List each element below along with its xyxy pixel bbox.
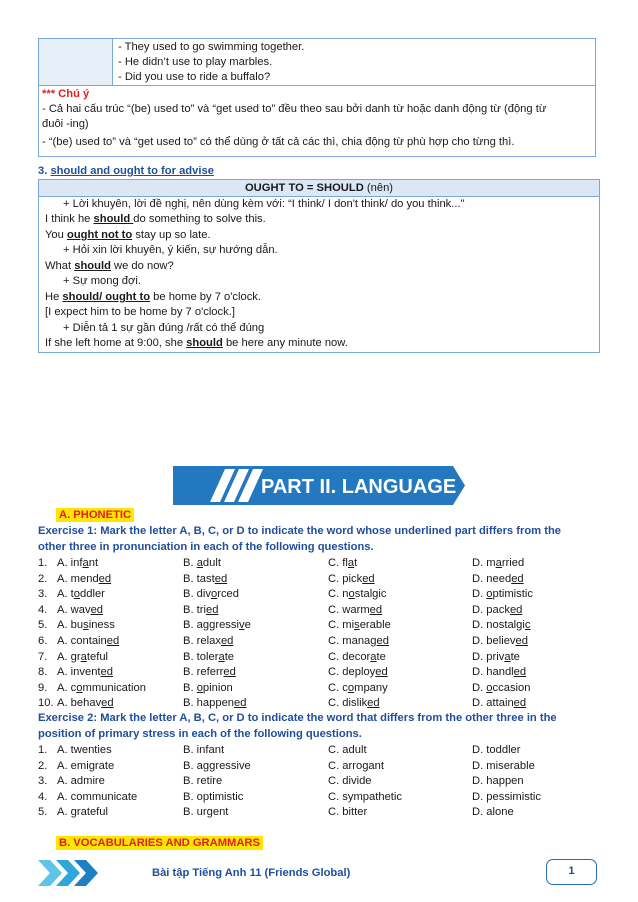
rule-line: + Hỏi xin lời khuyên, ý kiến, sự hướng dẫn. (63, 244, 278, 256)
question-row (38, 572, 598, 587)
note-title: *** Chú ý (42, 88, 90, 100)
example-line: He should/ ought to be home by 7 o'clock. (45, 291, 262, 303)
question-row (38, 696, 598, 711)
phonetic-heading: A. PHONETIC (56, 508, 134, 522)
option-a[interactable]: A. contained (57, 635, 120, 647)
option-c[interactable]: C. deployed (328, 666, 388, 679)
note-line: - Cả hai cấu trúc “(be) used to” và “get used to” đều theo sau bởi danh từ hoặc danh động từ (động từ (42, 103, 547, 115)
option-c[interactable]: C. arrogant (328, 759, 384, 772)
question-number: 2. (38, 572, 48, 585)
option-b[interactable]: B. adult (183, 557, 221, 569)
example-line: - They used to go swimming together. (118, 41, 305, 53)
rule-line: + Sự mong đợi. (63, 275, 141, 287)
question-row (38, 805, 598, 820)
rule-line: + Diễn tả 1 sự gần đúng /rất có thể đúng (63, 322, 265, 334)
table-label-cell (39, 39, 113, 86)
section-title: should and ought to for advise (50, 165, 214, 177)
table-header-suffix: (nên) (366, 182, 394, 194)
option-d[interactable]: D. occasion (472, 681, 531, 694)
question-row (38, 759, 598, 774)
question-number: 3. (38, 775, 48, 788)
option-c[interactable]: C. sympathetic (328, 790, 402, 803)
option-a[interactable]: A. business (57, 619, 115, 632)
question-row (38, 556, 598, 571)
question-row (38, 665, 598, 680)
option-d[interactable]: D. optimistic (472, 588, 533, 601)
chevron-arrows-icon (38, 860, 110, 886)
option-a[interactable]: A. infant (57, 557, 99, 569)
option-b[interactable]: B. retire (183, 775, 223, 788)
option-a[interactable]: A. admire (57, 775, 105, 788)
option-a[interactable]: A. toddler (57, 588, 105, 601)
question-row (38, 774, 598, 789)
question-number: 5. (38, 806, 48, 819)
option-b[interactable]: B. infant (183, 744, 225, 756)
question-number: 7. (38, 650, 48, 663)
option-d[interactable]: D. married (472, 557, 525, 569)
usage-table (38, 38, 596, 157)
option-d[interactable]: D. needed (472, 572, 524, 585)
option-a[interactable]: A. mended (57, 572, 112, 585)
question-row (38, 650, 598, 665)
question-number: 3. (38, 588, 48, 601)
option-b[interactable]: B. opinion (183, 681, 233, 694)
exercise-1-instruction: other three in pronunciation in each of the following questions. (38, 541, 374, 553)
option-b[interactable]: B. tasted (183, 572, 228, 585)
option-a[interactable]: A. emigrate (57, 759, 115, 772)
option-c[interactable]: C. flat (328, 557, 358, 569)
option-c[interactable]: C. bitter (328, 806, 368, 819)
exercise-2-instruction: position of primary stress in each of the following questions. (38, 728, 362, 740)
vocab-heading: B. VOCABULARIES AND GRAMMARS (56, 836, 263, 850)
should-ought-table (38, 179, 600, 353)
option-b[interactable]: B. aggressive (183, 759, 251, 772)
option-d[interactable]: D. attained (472, 697, 527, 710)
option-b[interactable]: B. optimistic (183, 790, 244, 803)
question-number: 10. (38, 697, 54, 710)
example-line: - He didn’t use to play marbles. (118, 56, 273, 68)
option-d[interactable]: D. toddler (472, 744, 521, 756)
exercise-2-instruction: Exercise 2: Mark the letter A, B, C, or D to indicate the word that differs from the other three in the (38, 712, 557, 724)
option-b[interactable]: B. aggressive (183, 619, 251, 632)
option-c[interactable]: C. picked (328, 572, 375, 585)
option-d[interactable]: D. believed (472, 635, 528, 647)
section-3-heading (38, 164, 214, 178)
table-header (39, 180, 599, 197)
question-number: 5. (38, 619, 48, 632)
option-a[interactable]: A. behaved (57, 697, 114, 710)
option-d[interactable]: D. miserable (472, 759, 535, 772)
page-number: 1 (546, 859, 597, 885)
option-c[interactable]: C. adult (328, 744, 367, 756)
option-d[interactable]: D. happen (472, 775, 524, 788)
note-line: - “(be) used to” và “get used to” có thể dùng ở tất cả các thì, chia động từ phù hợp cho từng thì. (42, 136, 515, 148)
question-number: 4. (38, 603, 48, 616)
option-d[interactable]: D. nostalgic (472, 619, 531, 632)
option-c[interactable]: C. disliked (328, 697, 380, 710)
option-c[interactable]: C. decorate (328, 650, 386, 663)
question-number: 1. (38, 744, 48, 756)
option-d[interactable]: D. alone (472, 806, 514, 819)
question-row (38, 587, 598, 602)
examples-cell (113, 39, 595, 86)
table-header-title: OUGHT TO = SHOULD (244, 182, 364, 194)
exercise-1-instruction: Exercise 1: Mark the letter A, B, C, or D to indicate the word whose underlined part differs from the (38, 525, 562, 537)
option-c[interactable]: C. company (328, 681, 388, 694)
option-a[interactable]: A. twenties (57, 744, 112, 756)
rule-line: + Lời khuyên, lời đề nghị, nên dùng kèm với: “I think/ I don't think/ do you think..." (63, 198, 465, 210)
question-number: 6. (38, 635, 48, 647)
question-row (38, 681, 598, 696)
question-number: 2. (38, 759, 48, 772)
option-c[interactable]: C. miserable (328, 619, 391, 632)
option-c[interactable]: C. nostalgic (328, 588, 387, 601)
option-b[interactable]: B. urgent (183, 806, 229, 819)
example-line: If she left home at 9:00, she should be here any minute now. (45, 337, 348, 349)
option-d[interactable]: D. packed (472, 603, 523, 616)
question-number: 4. (38, 790, 48, 803)
option-a[interactable]: A. communicate (57, 790, 138, 803)
option-b[interactable]: B. referred (183, 666, 236, 679)
section-number: 3. (38, 165, 48, 177)
banner-title: PART II. LANGUAGE (261, 476, 457, 498)
option-a[interactable]: A. waved (57, 603, 104, 616)
option-d[interactable]: D. handled (472, 666, 527, 679)
question-number: 9. (38, 681, 48, 694)
example-line: [I expect him to be home by 7 o'clock.] (45, 306, 235, 318)
option-d[interactable]: D. pessimistic (472, 790, 541, 803)
option-a[interactable]: A. communication (57, 681, 146, 694)
question-row (38, 618, 598, 633)
option-b[interactable]: B. divorced (183, 588, 239, 601)
question-number: 8. (38, 666, 48, 679)
question-row (38, 634, 598, 649)
note-line: đuôi -ing) (42, 118, 89, 130)
option-a[interactable]: A. invented (57, 666, 113, 679)
option-c[interactable]: C. divide (328, 775, 372, 788)
part-banner (173, 466, 465, 505)
option-c[interactable]: C. managed (328, 635, 389, 647)
option-b[interactable]: B. happened (183, 697, 247, 710)
question-row (38, 790, 598, 805)
option-b[interactable]: B. tolerate (183, 650, 235, 663)
question-row (38, 743, 598, 758)
option-a[interactable]: A. grateful (57, 650, 109, 663)
option-b[interactable]: B. tried (183, 603, 219, 616)
option-b[interactable]: B. relaxed (183, 635, 234, 647)
option-d[interactable]: D. private (472, 650, 520, 663)
example-line: - Did you use to ride a buffalo? (118, 71, 271, 83)
question-row (38, 603, 598, 618)
example-line: What should we do now? (45, 260, 174, 272)
example-line: I think he should do something to solve this. (45, 213, 266, 225)
example-line: You ought not to stay up so late. (45, 229, 211, 241)
option-c[interactable]: C. warmed (328, 603, 383, 616)
option-a[interactable]: A. grateful (57, 806, 108, 819)
question-number: 1. (38, 557, 48, 569)
footer-title: Bài tập Tiếng Anh 11 (Friends Global) (152, 867, 351, 879)
